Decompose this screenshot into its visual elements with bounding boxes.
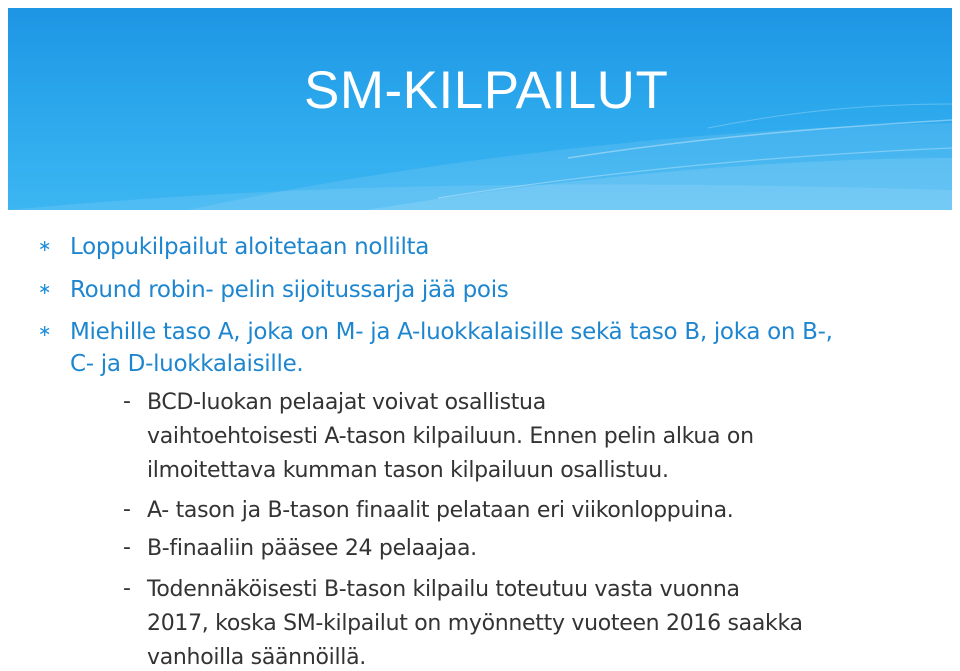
sub-item-line: ilmoitettava kumman tason kilpailuun osallistuu. bbox=[147, 458, 669, 483]
bullet-line: Miehille taso A, joka on M- ja A-luokkalaisille sekä taso B, joka on B-, bbox=[70, 319, 833, 345]
sub-item-line: vaihtoehtoisesti A-tason kilpailuun. Ennen pelin alkua on bbox=[147, 424, 754, 449]
bullet-item bbox=[70, 274, 508, 306]
bullet-item bbox=[70, 316, 833, 380]
bullet-item bbox=[70, 231, 429, 263]
sub-item bbox=[147, 386, 754, 488]
sub-item-dash: - bbox=[123, 576, 131, 601]
sub-item bbox=[147, 573, 803, 671]
sub-item bbox=[147, 532, 477, 566]
slide-title: SM-KILPAILUT bbox=[304, 61, 669, 120]
sub-item-line: 2017, koska SM-kilpailut on myönnetty vuoteen 2016 saakka bbox=[147, 611, 803, 636]
bullet-asterisk-icon: ∗ bbox=[38, 321, 52, 340]
sub-item-dash: - bbox=[123, 535, 131, 560]
bullet-line: C- ja D-luokkalaisille. bbox=[70, 351, 304, 377]
sub-item-line: B-finaaliin pääsee 24 pelaajaa. bbox=[147, 536, 477, 561]
sub-item-dash: - bbox=[123, 497, 131, 522]
sub-item-line: BCD-luokan pelaajat voivat osallistua bbox=[147, 390, 546, 415]
sub-item-dash: - bbox=[123, 389, 131, 414]
bullet-line: Loppukilpailut aloitetaan nollilta bbox=[70, 234, 430, 260]
sub-item-line: vanhoilla säännöillä. bbox=[147, 645, 366, 670]
bullet-asterisk-icon: ∗ bbox=[38, 236, 52, 255]
bullet-line: Round robin- pelin sijoitussarja jää pois bbox=[70, 277, 509, 303]
sub-item-line: A- tason ja B-tason finaalit pelataan eri viikonloppuina. bbox=[147, 498, 734, 523]
sub-item bbox=[147, 494, 733, 528]
bullet-asterisk-icon: ∗ bbox=[38, 279, 52, 298]
sub-item-line: Todennäköisesti B-tason kilpailu toteutuu vasta vuonna bbox=[147, 577, 740, 602]
